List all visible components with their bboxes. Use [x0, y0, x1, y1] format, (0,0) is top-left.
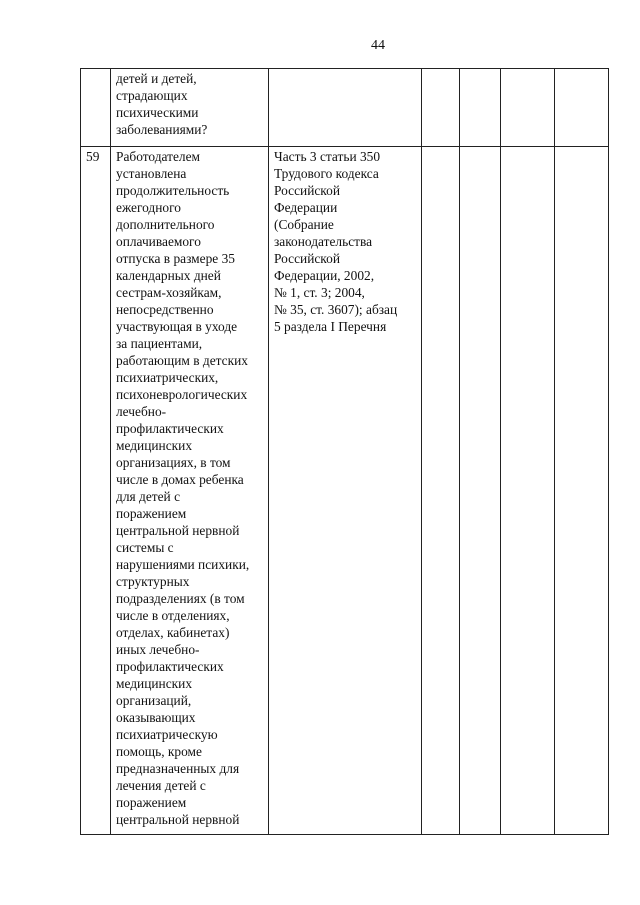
table-row	[81, 147, 609, 835]
page-number: 44	[371, 38, 385, 53]
answer-cell-na	[501, 147, 555, 835]
answer-cell-yes	[422, 69, 460, 147]
answer-cell-no	[460, 147, 501, 835]
answer-cell-yes	[422, 147, 460, 835]
reference-cell	[269, 69, 422, 147]
answer-cell-na	[501, 69, 555, 147]
row-number-cell	[81, 69, 111, 147]
reference-cell: Часть 3 статьи 350 Трудового кодекса Российской Федерации (Собрание законодательства Российской Федерации, 2002, № 1, ст. 3; 2004, № 35, ст. 3607); абзац 5 раздела I Перечня	[269, 147, 422, 835]
table-row	[81, 69, 609, 147]
row-number-cell: 59	[81, 147, 111, 835]
question-cell: детей и детей, страдающих психическими заболеваниями?	[111, 69, 269, 147]
question-cell: Работодателем установлена продолжительность ежегодного дополнительного оплачиваемого отпуска в размере 35 календарных дней сестрам-хозяйкам, непосредственно участвующая в уходе за пациентами, работающим в детских психиатрических, психоневрологических лечебно- профилактических медицинских организациях, в том числе в домах ребенка для детей с поражением центральной нервной системы с нарушениями психики, структурных подразделениях (в том числе в отделениях, отделах, кабинетах) иных лечебно- профилактических медицинских организаций, оказывающих психиатрическую помощь, кроме предназначенных для лечения детей с поражением центральной нервной	[111, 147, 269, 835]
answer-cell-no	[460, 69, 501, 147]
notes-cell	[555, 147, 609, 835]
notes-cell	[555, 69, 609, 147]
checklist-table	[80, 68, 609, 835]
